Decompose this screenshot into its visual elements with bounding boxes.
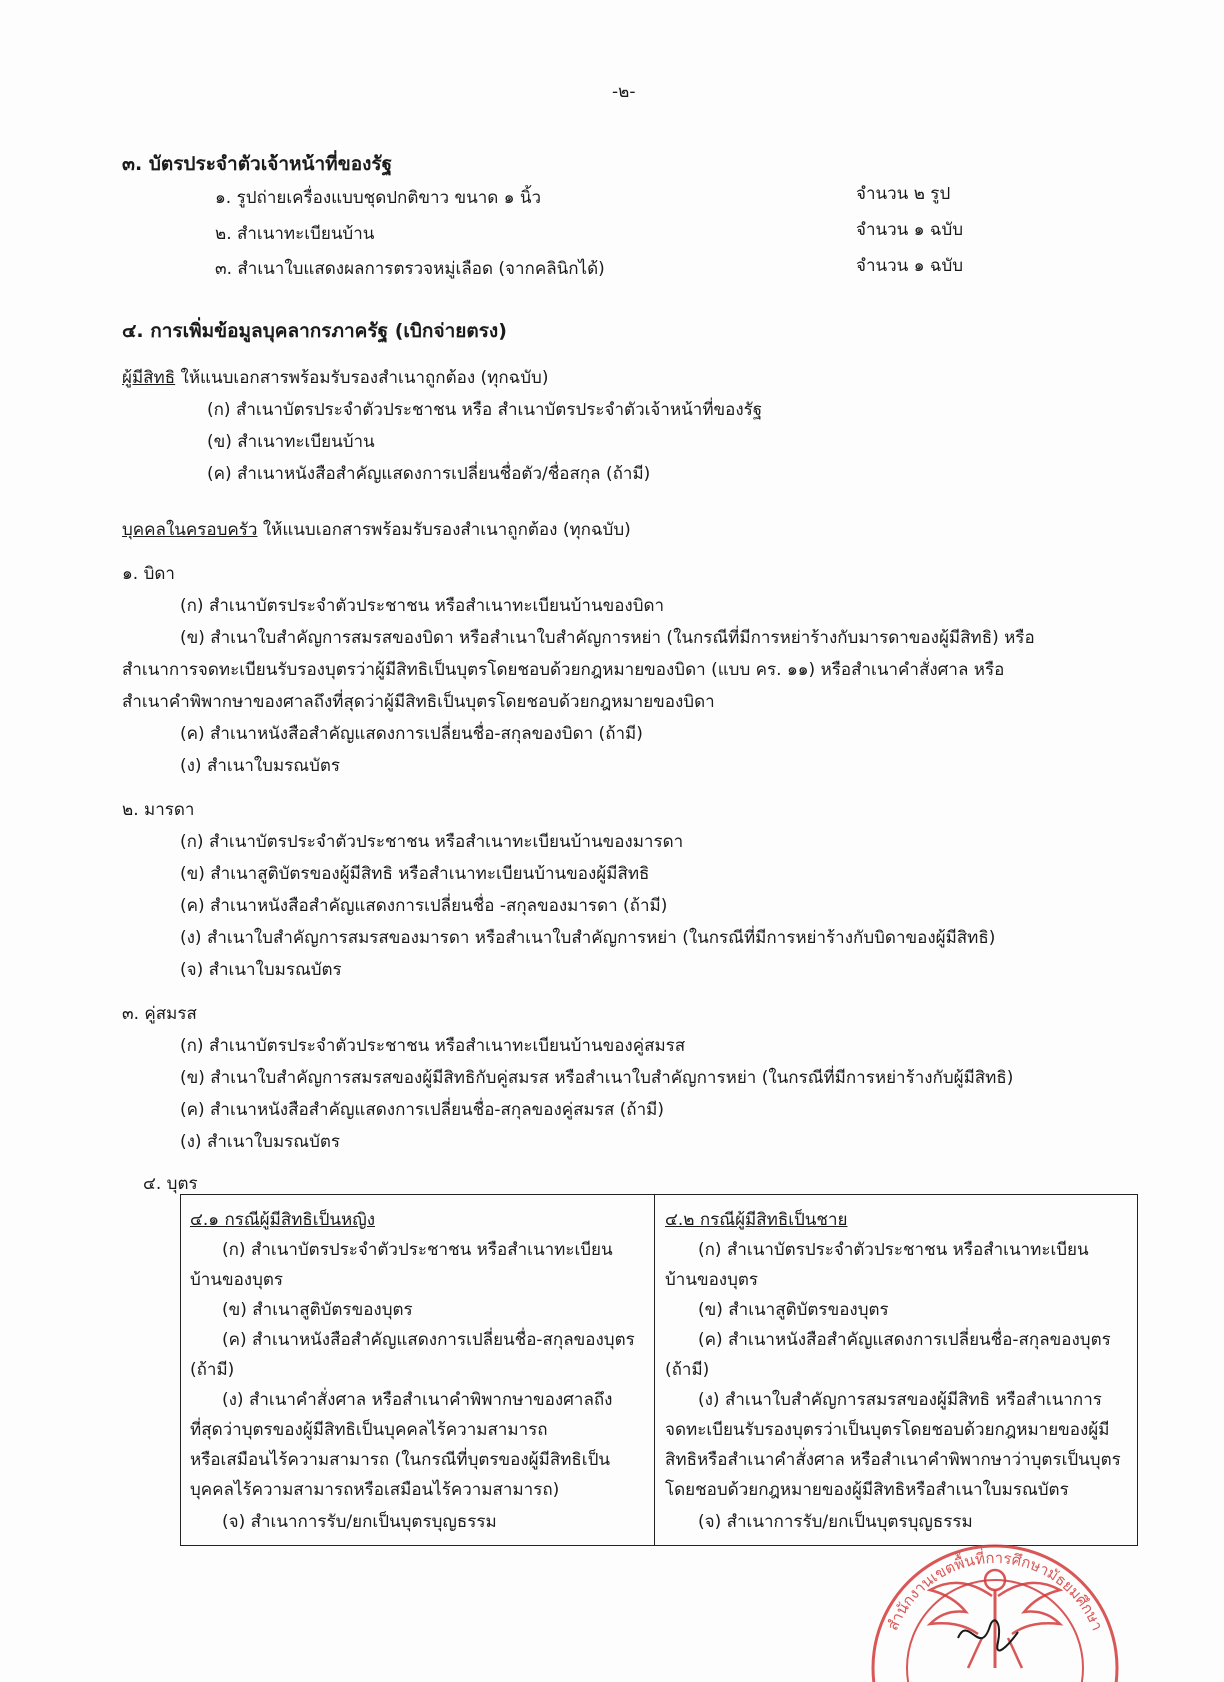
male-case-title: ๔.๒ กรณีผู้มีสิทธิเป็นชาย [665,1210,848,1230]
beneficiary-line [122,370,548,387]
children-heading: ๔. บุตร [143,1174,198,1194]
mother-item: (จ) สำเนาใบมรณบัตร [180,960,342,980]
mother-item: (ง) สำเนาใบสำคัญการสมรสของมารดา หรือสำเนาใบสำคัญการหย่า (ในกรณีที่มีการหย่าร้างกับบิดาของผู้มีสิทธิ) [180,928,996,948]
seal-text: สำนักงานเขตพื้นที่การศึกษามัธยมศึกษา [883,1548,1107,1634]
mother-item: (ค) สำเนาหนังสือสำคัญแสดงการเปลี่ยนชื่อ -สกุลของมารดา (ถ้ามี) [180,896,668,916]
beneficiary-text: ให้แนบเอกสารพร้อมรับรองสำเนาถูกต้อง (ทุกฉบับ) [175,368,549,388]
spouse-item: (ง) สำเนาใบมรณบัตร [180,1132,341,1152]
male-line: บ้านของบุตร [665,1270,759,1290]
female-line: (ข) สำเนาสูติบัตรของบุตร [222,1300,413,1320]
female-line: (ค) สำเนาหนังสือสำคัญแสดงการเปลี่ยนชื่อ-สกุลของบุตร [222,1330,635,1350]
children-table-divider [654,1194,655,1546]
section3-qty: จำนวน ๑ ฉบับ [856,256,964,276]
beneficiary-item: (ค) สำเนาหนังสือสำคัญแสดงการเปลี่ยนชื่อตัว/ชื่อสกุล (ถ้ามี) [207,464,651,484]
beneficiary-item: (ข) สำเนาทะเบียนบ้าน [207,432,375,452]
spouse-item: (ก) สำเนาบัตรประจำตัวประชาชน หรือสำเนาทะเบียนบ้านของคู่สมรส [180,1036,686,1056]
spouse-item: (ข) สำเนาใบสำคัญการสมรสของผู้มีสิทธิกับคู่สมรส หรือสำเนาใบสำคัญการหย่า (ในกรณีที่มีการหย่าร้างกับผู้มีสิทธิ) [180,1068,1014,1088]
section4-heading: ๔. การเพิ่มข้อมูลบุคลากรภาครัฐ (เบิกจ่ายตรง) [122,320,507,342]
female-line: บุคคลไร้ความสามารถหรือเสมือนไร้ความสามารถ) [190,1480,560,1500]
garuda-seal-icon [868,1518,1122,1682]
mother-heading: ๒. มารดา [122,800,195,820]
section3-qty: จำนวน ๒ รูป [856,184,951,204]
female-line: (ง) สำเนาคำสั่งศาล หรือสำเนาคำพิพากษาของศาลถึง [222,1390,613,1410]
female-line: (ก) สำเนาบัตรประจำตัวประชาชน หรือสำเนาทะเบียน [222,1240,613,1260]
family-label: บุคคลในครอบครัว [122,520,258,540]
section3-heading: ๓. บัตรประจำตัวเจ้าหน้าที่ของรัฐ [122,153,393,175]
beneficiary-item: (ก) สำเนาบัตรประจำตัวประชาชน หรือ สำเนาบัตรประจำตัวเจ้าหน้าที่ของรัฐ [207,400,763,420]
spouse-heading: ๓. คู่สมรส [122,1004,197,1024]
male-line: (ง) สำเนาใบสำคัญการสมรสของผู้มีสิทธิ หรือสำเนาการ [698,1390,1102,1410]
father-heading: ๑. บิดา [122,564,175,584]
page-number: -๒- [612,82,636,102]
male-line: (ค) สำเนาหนังสือสำคัญแสดงการเปลี่ยนชื่อ-สกุลของบุตร [698,1330,1111,1350]
female-line: บ้านของบุตร [190,1270,284,1290]
female-line: (ถ้ามี) [190,1360,235,1380]
family-text: ให้แนบเอกสารพร้อมรับรองสำเนาถูกต้อง (ทุกฉบับ) [257,520,631,540]
male-line: (ถ้ามี) [665,1360,710,1380]
female-line: ที่สุดว่าบุตรของผู้มีสิทธิเป็นบุคคลไร้ความสามารถ [190,1420,548,1440]
beneficiary-label: ผู้มีสิทธิ [122,368,176,388]
section3-item: ๒. สำเนาทะเบียนบ้าน [215,224,375,244]
father-item: (ก) สำเนาบัตรประจำตัวประชาชน หรือสำเนาทะเบียนบ้านของบิดา [180,596,665,616]
father-item-cont: สำเนาการจดทะเบียนรับรองบุตรว่าผู้มีสิทธิเป็นบุตรโดยชอบด้วยกฎหมายของบิดา (แบบ คร. ๑๑) หรือสำเนาคำสั่งศาล หรือ [122,660,1005,680]
mother-item: (ข) สำเนาสูติบัตรของผู้มีสิทธิ หรือสำเนาทะเบียนบ้านของผู้มีสิทธิ [180,864,650,884]
father-item: (ข) สำเนาใบสำคัญการสมรสของบิดา หรือสำเนาใบสำคัญการหย่า (ในกรณีที่มีการหย่าร้างกับมารดาของผู้มีสิทธิ) หรือ [180,628,1035,648]
female-line: หรือเสมือนไร้ความสามารถ (ในกรณีที่บุตรของผู้มีสิทธิเป็น [190,1450,611,1470]
family-line [122,522,631,539]
father-item-cont: สำเนาคำพิพากษาของศาลถึงที่สุดว่าผู้มีสิทธิเป็นบุตรโดยชอบด้วยกฎหมายของบิดา [122,692,715,712]
father-item: (ค) สำเนาหนังสือสำคัญแสดงการเปลี่ยนชื่อ-สกุลของบิดา (ถ้ามี) [180,724,643,744]
father-item: (ง) สำเนาใบมรณบัตร [180,756,341,776]
section3-item: ๑. รูปถ่ายเครื่องแบบชุดปกติขาว ขนาด ๑ นิ้ว [215,188,542,208]
female-line: (จ) สำเนาการรับ/ยกเป็นบุตรบุญธรรม [222,1512,497,1532]
spouse-item: (ค) สำเนาหนังสือสำคัญแสดงการเปลี่ยนชื่อ-สกุลของคู่สมรส (ถ้ามี) [180,1100,664,1120]
male-line: (จ) สำเนาการรับ/ยกเป็นบุตรบุญธรรม [698,1512,973,1532]
section3-qty: จำนวน ๑ ฉบับ [856,220,964,240]
male-line: (ก) สำเนาบัตรประจำตัวประชาชน หรือสำเนาทะเบียน [698,1240,1089,1260]
male-line: จดทะเบียนรับรองบุตรว่าเป็นบุตรโดยชอบด้วยกฎหมายของผู้มี [665,1420,1110,1440]
section3-item: ๓. สำเนาใบแสดงผลการตรวจหมู่เลือด (จากคลินิกได้) [215,259,605,279]
male-line: (ข) สำเนาสูติบัตรของบุตร [698,1300,889,1320]
male-line: สิทธิหรือสำเนาคำสั่งศาล หรือสำเนาคำพิพากษาว่าบุตรเป็นบุตร [665,1450,1121,1470]
female-case-title: ๔.๑ กรณีผู้มีสิทธิเป็นหญิง [190,1210,375,1230]
mother-item: (ก) สำเนาบัตรประจำตัวประชาชน หรือสำเนาทะเบียนบ้านของมารดา [180,832,684,852]
male-line: โดยชอบด้วยกฎหมายของผู้มีสิทธิหรือสำเนาใบมรณบัตร [665,1480,1069,1500]
